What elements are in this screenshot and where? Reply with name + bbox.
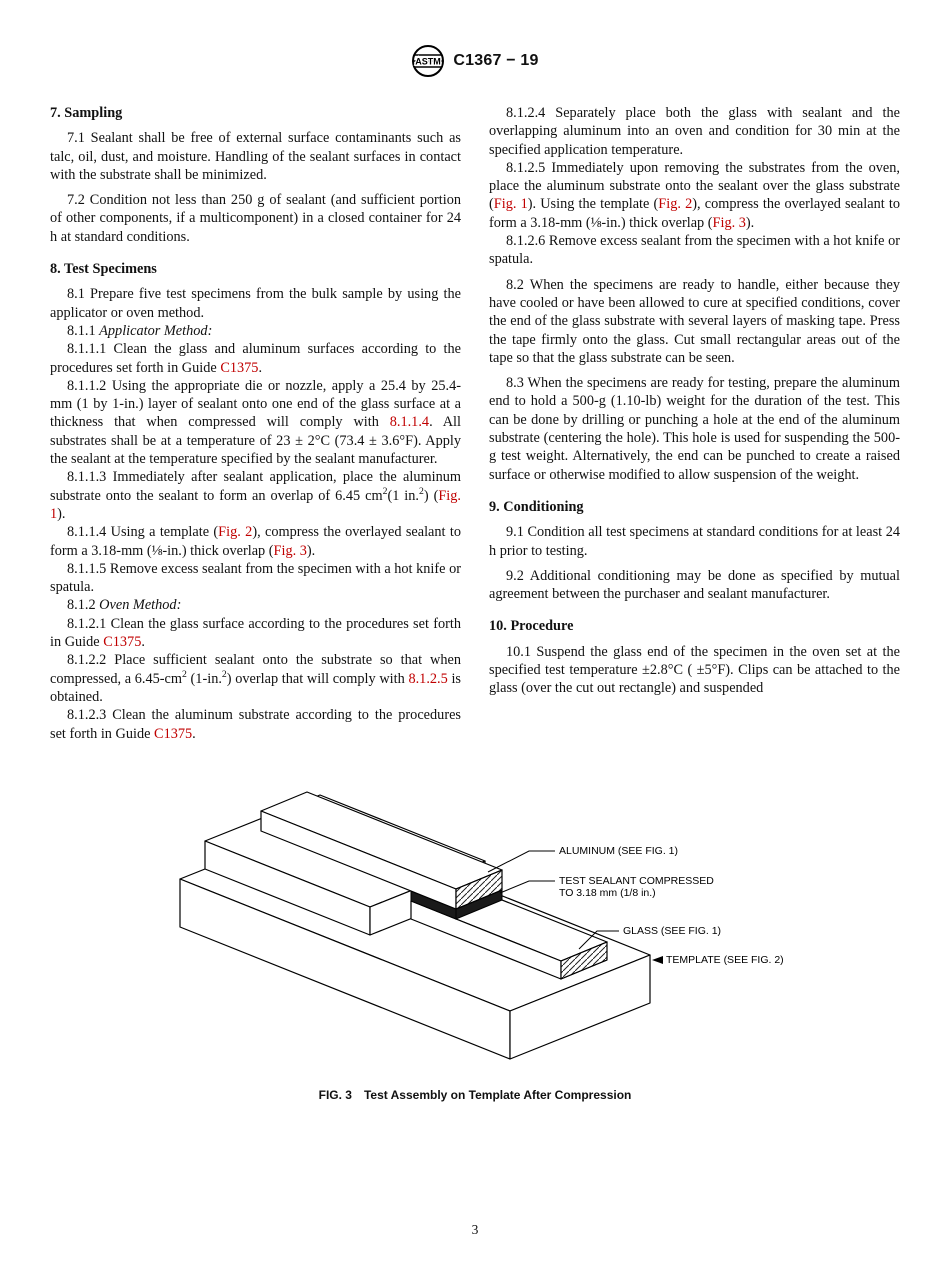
italic-text: Oven Method: xyxy=(99,597,182,614)
internal-link[interactable]: Fig. 2 xyxy=(218,524,253,541)
internal-link[interactable]: Fig. 1 xyxy=(493,196,528,213)
figure-label-sealant-2: TO 3.18 mm (1/8 in.) xyxy=(559,886,656,899)
body-columns xyxy=(0,104,950,743)
text-run: 8.1.2.4 Separately place both the glass with sealant and the overlapping aluminum into an oven and condition for 30 min at the specified application temperature. xyxy=(489,105,900,158)
text-run: 7.1 Sealant shall be free of external surface contaminants such as talc, oil, dust, and moisture. Handling of the sealant surfaces in contact with the substrate shall be minimized. xyxy=(50,130,461,183)
paragraph xyxy=(50,322,461,340)
text-run: 10.1 Suspend the glass end of the specimen in the oven set at the specified test temperature ±2.8°C ( ±5°F). Clips can be attached to the glass (over the cut out rectangle) and suspended xyxy=(489,643,900,697)
template-arrow-icon xyxy=(652,956,663,964)
text-run: (1 in. xyxy=(387,487,419,504)
text-run: . All substrates shall be at a temperature of 23 ± 2°C (73.4 ± 3.6°F). Apply the sealant at the temperature specified by the sealant manufacturer. xyxy=(50,414,461,468)
figure-3 xyxy=(0,773,950,1102)
paragraph xyxy=(50,377,461,468)
page-number: 3 xyxy=(471,1222,479,1237)
paragraph xyxy=(489,523,900,560)
internal-link[interactable]: Fig. 3 xyxy=(712,214,746,231)
text-run: ) ( xyxy=(423,487,439,504)
paragraph xyxy=(50,129,461,184)
text-run: . xyxy=(141,634,145,651)
paragraph xyxy=(50,651,461,706)
figure-drawing xyxy=(155,773,795,1073)
section-heading: 7. Sampling xyxy=(50,105,123,121)
column-left xyxy=(50,104,461,743)
svg-text:ASTM: ASTM xyxy=(415,56,442,67)
figure-label-template: TEMPLATE (SEE FIG. 2) xyxy=(666,953,784,966)
paragraph xyxy=(489,567,900,604)
paragraph xyxy=(50,285,461,322)
leader-line xyxy=(500,881,555,893)
paragraph xyxy=(489,159,900,232)
standard-designation: C1367 − 19 xyxy=(453,52,539,69)
paragraph xyxy=(489,643,900,698)
text-run: 8.1.1 xyxy=(67,322,100,339)
section-heading: 10. Procedure xyxy=(489,618,574,635)
text-run: 7.2 Condition not less than 250 g of sealant (and sufficient portion of other components, if a multicomponent) in a closed container for 24 h at standard conditions. xyxy=(50,192,461,245)
text-run: 8.1.1.3 Immediately after sealant application, place the aluminum substrate onto the sealant to form an overlap of 6.45 cm xyxy=(50,469,461,504)
internal-link[interactable]: C1375 xyxy=(154,725,193,742)
page-header xyxy=(0,0,950,78)
paragraph xyxy=(489,232,900,269)
paragraph xyxy=(50,560,461,597)
astm-logo-icon xyxy=(411,44,445,78)
page-footer xyxy=(0,1222,950,1238)
text-run: . xyxy=(258,359,263,376)
text-run: ). xyxy=(745,214,755,231)
section-heading: 8. Test Specimens xyxy=(50,261,157,278)
internal-link[interactable]: 8.1.1.4 xyxy=(389,414,430,431)
figure-caption-title: Test Assembly on Template After Compression xyxy=(363,1087,632,1102)
text-run: 8.1.1.5 Remove excess sealant from the specimen with a hot knife or spatula. xyxy=(50,560,461,596)
text-run: ) overlap that will comply with xyxy=(226,670,409,687)
text-run: 8.1 Prepare five test specimens from the bulk sample by using the applicator or oven method. xyxy=(50,286,461,321)
paragraph xyxy=(50,706,461,743)
internal-link[interactable]: 8.1.2.5 xyxy=(408,670,448,687)
internal-link[interactable]: Fig. 3 xyxy=(273,542,307,559)
paragraph xyxy=(50,468,461,523)
text-run: ). Using the template ( xyxy=(527,196,659,213)
text-run: 8.1.1.4 Using a template ( xyxy=(67,524,219,541)
text-run: 9.1 Condition all test specimens at standard conditions for at least 24 h prior to testing. xyxy=(489,524,900,559)
paragraph xyxy=(50,340,461,377)
internal-link[interactable]: C1375 xyxy=(103,634,142,651)
text-run: is obtained. xyxy=(50,670,461,705)
paragraph xyxy=(489,276,900,367)
text-run: 8.1.1.1 Clean the glass and aluminum surfaces according to the procedures set forth in Guide xyxy=(50,341,461,376)
column-right xyxy=(489,104,900,743)
text-run: ). xyxy=(57,505,66,522)
paragraph xyxy=(489,104,900,159)
text-run: 8.1.2.2 Place sufficient sealant onto the substrate so that when compressed, a 6.45-cm xyxy=(50,652,461,687)
internal-link[interactable]: Fig. 1 xyxy=(50,487,461,522)
text-run: (1-in. xyxy=(186,670,222,687)
figure-label-sealant-1: TEST SEALANT COMPRESSED xyxy=(559,874,714,887)
figure-caption xyxy=(0,1088,950,1102)
text-run: 8.1.2.5 Immediately upon removing the substrates from the oven, place the aluminum substrate onto the sealant over the glass substrate ( xyxy=(489,159,900,213)
text-run: . xyxy=(192,725,196,742)
paragraph xyxy=(50,615,461,652)
text-run: 8.1.2 xyxy=(67,597,100,614)
text-run: 2 xyxy=(419,485,424,497)
text-run: 8.1.1.2 Using the appropriate die or nozzle, apply a 25.4 by 25.4-mm (1 by 1-in.) layer of sealant onto one end of the glass surface at a thickness that when compressed will comply with xyxy=(50,377,461,431)
text-run: 2 xyxy=(182,668,187,680)
text-run: 9.2 Additional conditioning may be done as specified by mutual agreement between the purchaser and sealant manufacturer. xyxy=(489,567,900,603)
text-run: 2 xyxy=(221,668,227,680)
figure-label-glass: GLASS (SEE FIG. 1) xyxy=(623,924,722,937)
internal-link[interactable]: Fig. 2 xyxy=(658,196,693,213)
text-run: 8.1.2.6 Remove excess sealant from the specimen with a hot knife or spatula. xyxy=(489,233,900,268)
text-run: ). xyxy=(306,542,316,559)
italic-text: Applicator Method: xyxy=(99,322,213,339)
text-run: 8.2 When the specimens are ready to handle, either because they have cooled or have been allowed to cure at specified conditions, cover the end of the glass substrate with several layers of masking tape. Press the tape firmly onto the glass. Cut small rectangular areas out of the tape so that the glass substrate can be seen. xyxy=(489,276,900,366)
text-run: 8.3 When the specimens are ready for testing, prepare the aluminum end to hold a 500-g (1.10-lb) weight for the duration of the test. This can be done by drilling or punching a hole at the end of the aluminum substrate (centering the hole). This hole is used for suspending the 500-g test weight. Alternatively, the end can be punched to create a raised surface or otherwise modified to allow suspension of the weight. xyxy=(489,375,900,483)
paragraph xyxy=(50,596,461,614)
text-run: ), compress the overlayed sealant to form a 3.18-mm (⅛-in.) thick overlap ( xyxy=(50,524,461,559)
figure-caption-number: FIG. 3 xyxy=(318,1087,352,1102)
section-heading: 9. Conditioning xyxy=(489,498,584,515)
paragraph xyxy=(489,374,900,484)
text-run: 8.1.2.3 Clean the aluminum substrate according to the procedures set forth in Guide xyxy=(50,707,461,742)
paragraph xyxy=(50,191,461,246)
figure-label-aluminum: ALUMINUM (SEE FIG. 1) xyxy=(559,844,679,857)
text-run: 8.1.2.1 Clean the glass surface according to the procedures set forth in Guide xyxy=(50,615,461,651)
paragraph xyxy=(50,523,461,560)
internal-link[interactable]: C1375 xyxy=(220,359,259,376)
text-run: ), compress the overlayed sealant to form a 3.18-mm (⅛-in.) thick overlap ( xyxy=(489,196,900,231)
text-run: 2 xyxy=(382,485,388,497)
